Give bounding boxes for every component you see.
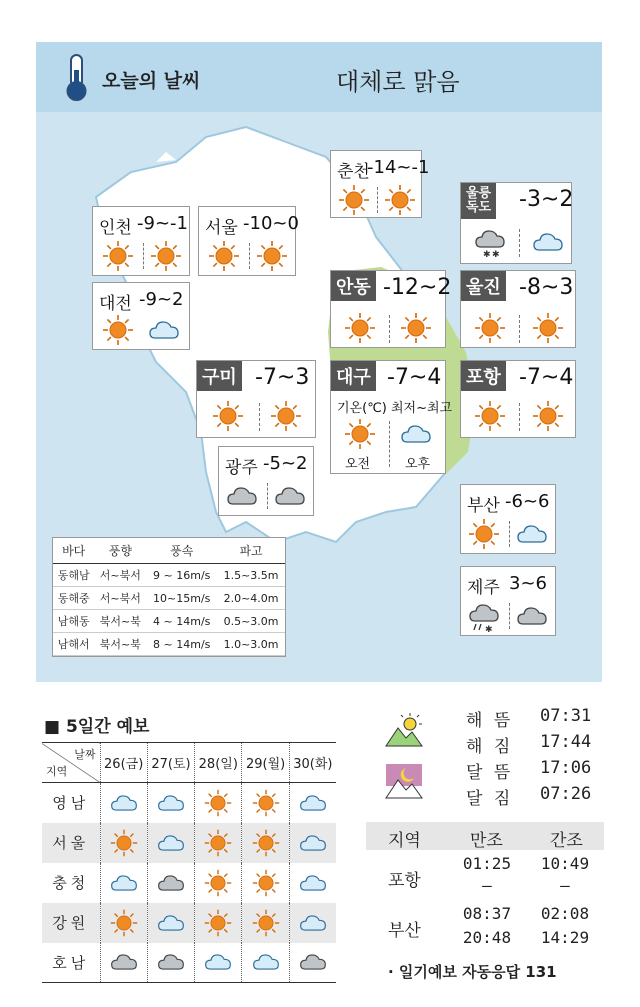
- forecast-hotline: · 일기예보 자동응답 131: [388, 963, 557, 981]
- forecast-cell: [195, 903, 242, 943]
- sun-icon: [251, 788, 281, 818]
- wave-height: 1.0~3.0m: [217, 633, 285, 656]
- sun-icon: [399, 311, 433, 345]
- table-row: [53, 564, 285, 587]
- cloud-icon: [515, 517, 549, 551]
- cloud-icon: [225, 479, 259, 513]
- cloud-icon: [298, 788, 328, 818]
- forecast-cell: [147, 783, 194, 823]
- city-temp-range: -6~6: [505, 491, 550, 512]
- sun-icon: [109, 828, 139, 858]
- forecast-cell: [242, 903, 289, 943]
- sunset-time: 17:44: [540, 732, 592, 752]
- forecast-table: [42, 742, 336, 983]
- sunrise-icon: [384, 712, 424, 748]
- city-card-andong: [330, 270, 452, 348]
- table-row: [42, 903, 336, 943]
- tide-high-time: 01:25: [462, 854, 512, 873]
- wind-speed: 10~15m/s: [146, 587, 217, 610]
- sun-icon: [531, 399, 565, 433]
- cloud-icon: [298, 908, 328, 938]
- city-name: 구미: [197, 361, 242, 391]
- forecast-cell: [147, 903, 194, 943]
- sun-icon: [203, 908, 233, 938]
- forecast-cell: [100, 863, 147, 903]
- wind-speed: 9 ~ 16m/s: [146, 564, 217, 587]
- table-row: [53, 587, 285, 610]
- forecast-cell: [195, 863, 242, 903]
- city-temp-range: -3~2: [519, 187, 574, 212]
- pm-label: 오후: [405, 457, 431, 472]
- cloud-icon: [203, 947, 233, 977]
- sun-icon: [269, 399, 303, 433]
- cloud-icon: [273, 479, 307, 513]
- temp-legend: 기온(℃) 최저~최고: [337, 401, 453, 416]
- forecast-cell: [289, 863, 336, 903]
- tide-header-region: 지역: [388, 831, 421, 851]
- tide-region-busan: 부산: [388, 921, 421, 941]
- sunrise-time: 07:31: [540, 706, 592, 726]
- cloud-snow-icon: [473, 225, 507, 259]
- sun-icon: [337, 183, 371, 217]
- cloud-icon: [156, 868, 186, 898]
- sun-icon: [109, 908, 139, 938]
- tide-header-high: 만조: [470, 831, 503, 851]
- cloud-icon: [298, 828, 328, 858]
- city-temp-range: -10~0: [243, 213, 299, 234]
- city-card-pohang: [460, 360, 576, 438]
- city-name: 부산: [467, 496, 500, 516]
- moonrise-icon: [384, 762, 424, 800]
- cloud-icon: [298, 947, 328, 977]
- cloud-icon: [156, 908, 186, 938]
- cloud-icon: [156, 788, 186, 818]
- sun-icon: [101, 239, 135, 273]
- forecast-cell: [147, 863, 194, 903]
- region-label: 강원: [42, 903, 100, 943]
- city-name: 울릉 독도: [461, 183, 496, 219]
- table-row: [42, 863, 336, 903]
- sea-header: 풍향: [94, 538, 146, 564]
- city-card-gumi: [196, 360, 316, 438]
- svg-text:✱: ✱: [492, 250, 500, 259]
- cloud-icon: [156, 828, 186, 858]
- cloud-icon: [109, 788, 139, 818]
- tide-header-low: 간조: [550, 831, 583, 851]
- tide-region-pohang: 포항: [388, 871, 421, 891]
- table-corner: [42, 743, 100, 783]
- cloud-icon: [109, 868, 139, 898]
- sun-icon: [467, 517, 501, 551]
- forecast-cell: [100, 783, 147, 823]
- forecast-cell: [289, 823, 336, 863]
- day-header: 30(화): [289, 743, 336, 783]
- forecast-cell: [100, 823, 147, 863]
- sea-header: 풍속: [146, 538, 217, 564]
- sun-icon: [149, 239, 183, 273]
- table-row: [53, 633, 285, 656]
- svg-text:✱: ✱: [485, 625, 493, 633]
- corner-date-label: 날짜: [74, 748, 96, 761]
- city-temp-range: -8~3: [519, 275, 574, 300]
- cloud-icon: [156, 947, 186, 977]
- wind-speed: 4 ~ 14m/s: [146, 610, 217, 633]
- sea-region: 남해동: [53, 610, 94, 633]
- city-temp-range: -12~2: [383, 275, 452, 300]
- forecast-cell: [242, 943, 289, 983]
- table-row: [42, 823, 336, 863]
- city-card-busan: [460, 484, 556, 554]
- sun-icon: [251, 868, 281, 898]
- forecast-cell: [100, 943, 147, 983]
- moonrise-label: 달 뜸: [466, 763, 514, 783]
- city-temp-range: -9~-1: [137, 213, 188, 234]
- day-header: 26(금): [100, 743, 147, 783]
- city-name: 대구: [331, 361, 376, 391]
- tide-low-time: 10:49: [540, 854, 590, 873]
- day-header: 27(토): [147, 743, 194, 783]
- forecast-cell: [100, 903, 147, 943]
- forecast-cell: [242, 823, 289, 863]
- city-temp-range: -14~-1: [367, 157, 430, 178]
- cloud-icon: [399, 417, 433, 451]
- table-row: [42, 943, 336, 983]
- sun-icon: [203, 868, 233, 898]
- cloud-icon: [109, 947, 139, 977]
- sea-header: 바다: [53, 538, 94, 564]
- sun-icon: [101, 313, 135, 347]
- city-temp-range: -9~2: [139, 289, 184, 310]
- tide-high-time: –: [482, 876, 492, 895]
- forecast-cell: [147, 943, 194, 983]
- sea-region: 동해남: [53, 564, 94, 587]
- city-card-gwangju: [218, 446, 314, 516]
- city-card-chuncheon: [330, 150, 430, 218]
- sea-region: 남해서: [53, 633, 94, 656]
- city-temp-range: -7~4: [387, 365, 442, 390]
- forecast-cell: [195, 783, 242, 823]
- corner-region-label: 지역: [46, 765, 68, 778]
- cloud-icon: [251, 947, 281, 977]
- forecast-cell: [147, 823, 194, 863]
- forecast-cell: [242, 783, 289, 823]
- day-header: 29(월): [242, 743, 289, 783]
- city-name: 서울: [205, 218, 238, 238]
- forecast-cell: [289, 943, 336, 983]
- forecast-cell: [242, 863, 289, 903]
- sea-region: 동해중: [53, 587, 94, 610]
- city-card-incheon: [92, 206, 190, 276]
- wind-direction: 북서~북: [94, 610, 146, 633]
- moonset-time: 07:26: [540, 784, 592, 804]
- svg-text:✱: ✱: [483, 250, 491, 259]
- city-card-seoul: [198, 206, 299, 276]
- city-card-daegu: [330, 360, 453, 474]
- rain-snow-cloud-icon: [467, 599, 501, 633]
- sun-icon: [207, 239, 241, 273]
- sun-icon: [255, 239, 289, 273]
- wind-direction: 서~북서: [94, 587, 146, 610]
- region-label: 충청: [42, 863, 100, 903]
- region-label: 호남: [42, 943, 100, 983]
- tide-low-time: 14:29: [540, 928, 590, 947]
- sun-icon: [343, 311, 377, 345]
- city-card-jeju: [460, 566, 556, 636]
- map-title: 오늘의 날씨: [102, 70, 201, 92]
- city-temp-range: -7~4: [519, 365, 574, 390]
- forecast-cell: [289, 903, 336, 943]
- forecast-title: ■ 5일간 예보: [44, 717, 150, 737]
- cloud-icon: [531, 225, 565, 259]
- city-temp-range: 3~6: [509, 573, 547, 594]
- sun-icon: [343, 417, 377, 451]
- city-name: 춘천: [337, 162, 370, 182]
- city-card-ulleung: [460, 182, 572, 264]
- weather-map-panel: [36, 42, 602, 682]
- table-row: [42, 783, 336, 823]
- city-name: 포항: [461, 361, 506, 391]
- cloud-icon: [147, 313, 181, 347]
- wave-height: 1.5~3.5m: [217, 564, 285, 587]
- city-card-uljin: [460, 270, 576, 348]
- city-name: 인천: [99, 218, 132, 238]
- moonset-label: 달 짐: [466, 789, 514, 809]
- cloud-icon: [515, 599, 549, 633]
- wave-height: 0.5~3.0m: [217, 610, 285, 633]
- sun-icon: [473, 399, 507, 433]
- map-summary: 대체로 맑음: [336, 68, 460, 96]
- forecast-cell: [195, 943, 242, 983]
- tide-high-time: 08:37: [462, 904, 512, 923]
- sun-icon: [383, 183, 417, 217]
- city-name: 울진: [461, 271, 506, 301]
- region-label: 영남: [42, 783, 100, 823]
- cloud-icon: [298, 868, 328, 898]
- wind-speed: 8 ~ 14m/s: [146, 633, 217, 656]
- sun-icon: [251, 908, 281, 938]
- city-name: 대전: [99, 294, 132, 314]
- wind-direction: 북서~북: [94, 633, 146, 656]
- city-card-daejeon: [92, 282, 190, 350]
- sunrise-label: 해 뜸: [466, 711, 514, 731]
- sun-icon: [251, 828, 281, 858]
- am-label: 오전: [345, 457, 371, 472]
- city-temp-range: -7~3: [255, 365, 310, 390]
- city-temp-range: -5~2: [263, 453, 308, 474]
- forecast-cell: [195, 823, 242, 863]
- table-row: [53, 610, 285, 633]
- city-name: 안동: [331, 271, 376, 301]
- sun-icon: [203, 828, 233, 858]
- tide-low-time: –: [560, 876, 570, 895]
- moonrise-time: 17:06: [540, 758, 592, 778]
- wave-height: 2.0~4.0m: [217, 587, 285, 610]
- city-name: 광주: [225, 458, 258, 478]
- tide-low-time: 02:08: [540, 904, 590, 923]
- forecast-cell: [289, 783, 336, 823]
- sunset-label: 해 짐: [466, 737, 514, 757]
- sun-icon: [211, 399, 245, 433]
- sea-header: 파고: [217, 538, 285, 564]
- sea-conditions-table: [52, 537, 286, 657]
- sun-icon: [203, 788, 233, 818]
- region-label: 서울: [42, 823, 100, 863]
- city-name: 제주: [467, 578, 500, 598]
- sun-icon: [473, 311, 507, 345]
- day-header: 28(일): [195, 743, 242, 783]
- tide-header: [366, 822, 604, 850]
- wind-direction: 서~북서: [94, 564, 146, 587]
- sun-icon: [531, 311, 565, 345]
- tide-high-time: 20:48: [462, 928, 512, 947]
